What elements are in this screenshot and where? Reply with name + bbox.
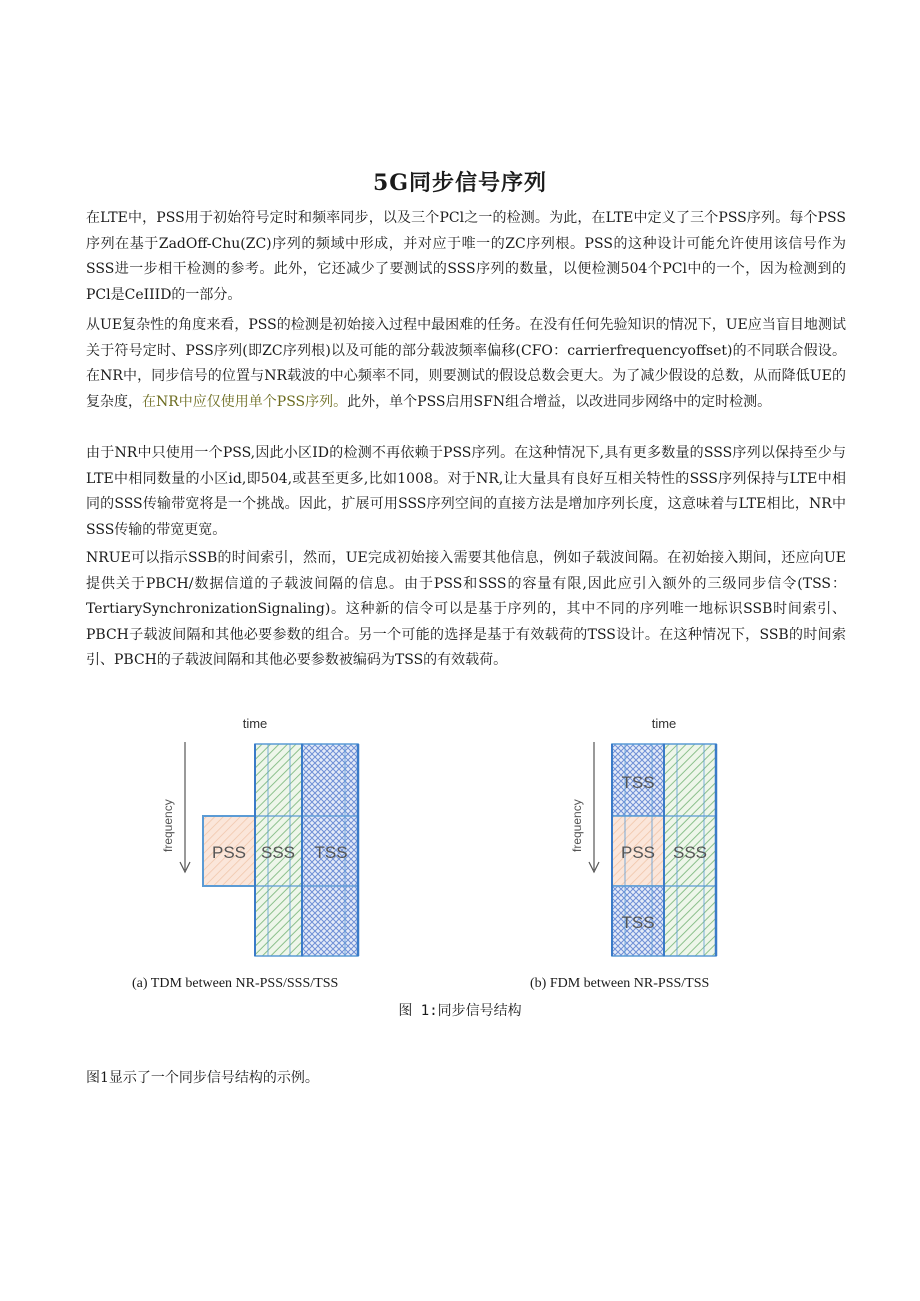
paragraph-ue-complexity <box>86 313 846 415</box>
time-label: time <box>651 716 677 731</box>
subfigure-caption-a: (a) TDM between NR-PSS/SSS/TSS <box>132 976 339 991</box>
frequency-label: frequency <box>161 799 175 852</box>
tss-label: TSS <box>314 843 348 862</box>
sss-label: SSS <box>672 843 708 862</box>
paragraph-text: 从UE复杂性的角度来看，PSS的检测是初始接入过程中最困难的任务。在没有任何先验知识的情况下，UE应当盲目地测试关于符号定时、PSS序列(即ZC序列根)以及可能的部分载波频率偏移(CFO：carrierfrequencyoffset)的不同联合假设。在NR中，同步信号的位置与NR载波的中心频率不同，则要测试的假设总数会更大。为了减少假设的总数，从而降低UE的复杂度， <box>86 317 846 410</box>
paragraph-tss: NRUE可以指示SSB的时间索引，然而，UE完成初始接入需要其他信息，例如子载波间隔。在初始接入期间，还应向UE提供关于PBCH/数据信道的子载波间隔的信息。由于PSS和SSS的容量有限,因此应引入额外的三级同步信令(TSS：TertiarySynchronizationSignaling)。这种新的信令可以是基于序列的，其中不同的序列唯一地标识SSB时间索引、PBCH子载波间隔和其他必要参数的组合。另一个可能的选择是基于有效载荷的TSS设计。在这种情况下，SSB的时间索引、PBCH的子载波间隔和其他必要参数被编码为TSS的有效载荷。 <box>86 550 846 668</box>
fdm-diagram <box>570 716 716 956</box>
tss-top-label: TSS <box>621 773 655 792</box>
sss-label: SSS <box>260 843 296 862</box>
sync-structure-figure <box>0 700 920 1000</box>
time-label: time <box>242 716 268 731</box>
pss-label: PSS <box>211 843 247 862</box>
page-title: 5G同步信号序列 <box>372 170 548 196</box>
paragraph-nr-single-pss: 由于NR中只使用一个PSS,因此小区ID的检测不再依赖于PSS序列。在这种情况下,具有更多数量的SSS序列以保持至少与LTE中相同数量的小区id,即504,或甚至更多,比如1008。对于NR,让大量具有良好互相关特性的SSS序列保持与LTE中相同的SSS传输带宽将是一个挑战。因此，扩展可用SSS序列空间的直接方法是增加序列长度，这意味着与LTE相比，NR中SSS传输的带宽更宽。 <box>86 445 846 538</box>
paragraph-lte-pss: 在LTE中，PSS用于初始符号定时和频率同步，以及三个PCl之一的检测。为此，在LTE中定义了三个PSS序列。每个PSS序列在基于ZadOff-Chu(ZC)序列的频域中形成，并对应于唯一的ZC序列根。PSS的这种设计可能允许使用该信号作为SSS进一步相干检测的参考。此外，它还减少了要测试的SSS序列的数量，以便检测504个PCl中的一个，因为检测到的PCl是CeIIID的一部分。 <box>86 210 846 303</box>
figure-caption: 图 1:同步信号结构 <box>398 1003 522 1019</box>
pss-label: PSS <box>620 843 656 862</box>
tss-bottom-label: TSS <box>621 913 655 932</box>
highlighted-text: 在NR中应仅使用单个PSS序列。 <box>142 393 348 410</box>
paragraph-figure-reference: 图1显示了一个同步信号结构的示例。 <box>86 1070 319 1086</box>
paragraph-text: 此外，单个PSS启用SFN组合增益，以改进同步网络中的定时检测。 <box>347 393 772 410</box>
frequency-label: frequency <box>570 799 584 852</box>
subfigure-caption-b: (b) FDM between NR-PSS/TSS <box>530 976 710 991</box>
tdm-diagram <box>161 716 358 956</box>
